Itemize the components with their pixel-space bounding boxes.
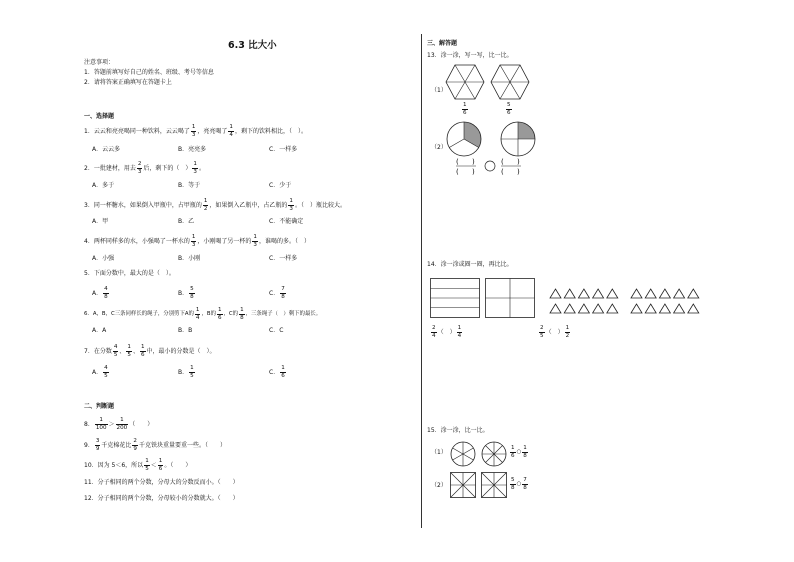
- fraction: $\frac{1}{4}$: [229, 124, 233, 138]
- triangle-shape[interactable]: [631, 304, 642, 313]
- question-text: 。（ ）瓶比较大。: [294, 201, 346, 209]
- part-label: （1）: [431, 449, 447, 456]
- svg-text:(: (: [501, 168, 504, 176]
- square-eighths-shape[interactable]: [450, 472, 476, 498]
- question-text: 6．A，B，C三条同样长的绳子，分别剪下A的: [84, 310, 194, 317]
- option-b[interactable]: B．等于: [178, 182, 201, 189]
- fraction: $\frac{2}{5}$: [540, 325, 544, 339]
- fraction: $\frac{2}{3}$: [137, 161, 142, 175]
- svg-text:): ): [472, 168, 475, 176]
- question-8: 8． $\frac{1}{100}$ ＞ $\frac{1}{200}$ （ ）: [84, 417, 154, 431]
- fraction: $\frac{5}{8}$: [511, 477, 515, 491]
- answer-blank[interactable]: ○: [516, 480, 522, 487]
- option-a[interactable]: A．甲: [92, 218, 109, 225]
- fraction: $\frac{1}{5}$: [190, 365, 194, 379]
- fraction: $\frac{1}{6}$: [511, 445, 515, 459]
- part-label: （2）: [431, 144, 447, 151]
- compare-row: [509, 478, 529, 491]
- option-b[interactable]: B．B: [178, 327, 193, 334]
- svg-text:): ): [517, 158, 520, 166]
- svg-text:(: (: [501, 158, 504, 166]
- option-a[interactable]: A．多于: [92, 182, 115, 189]
- hexagon-shape[interactable]: [490, 64, 530, 100]
- fraction: $\frac{1}{3}$: [191, 234, 196, 248]
- circle-eighths-shape[interactable]: [481, 441, 507, 467]
- fraction: $\frac{7}{8}$: [523, 477, 527, 491]
- question-7: 7．在分数 $\frac{4}{5}$ 、 $\frac{1}{5}$ 、 $\frac{1}{6}$ 中，最小的分数是（ ）。: [84, 344, 216, 358]
- fraction: $\frac{1}{8}$: [523, 445, 527, 459]
- question-text: 中，最小的分数是（ ）。: [146, 347, 216, 355]
- triangle-shape[interactable]: [659, 289, 670, 298]
- svg-text:): ): [472, 158, 475, 166]
- triangle-shape[interactable]: [631, 289, 642, 298]
- fraction: $\frac{2}{4}$: [432, 325, 436, 339]
- answer-blank[interactable]: 。（ ）: [164, 461, 192, 469]
- option-c[interactable]: C．一样多: [269, 255, 298, 262]
- circle-thirds-shape[interactable]: [446, 121, 482, 157]
- fraction: $\frac{1}{3}$: [193, 161, 197, 175]
- fraction: $\frac{7}{8}$: [281, 286, 285, 300]
- question-14: 14．涂一涂或圈一圈，再比比。: [427, 261, 513, 268]
- option-a[interactable]: A． $\frac{4}{5}$: [92, 365, 108, 379]
- compare-row: [430, 326, 463, 339]
- answer-blank[interactable]: 千克铁块重量要重一些。（ ）: [138, 441, 226, 449]
- fraction: $\frac{1}{8}$: [240, 307, 244, 321]
- section-heading: 三、解答题: [427, 40, 458, 47]
- question-text: 。: [198, 164, 205, 172]
- fraction: $\frac{1}{4}$: [195, 307, 200, 321]
- fraction: $\frac{1}{3}$: [289, 198, 293, 212]
- fraction: $\frac{4}{5}$: [104, 365, 108, 379]
- fraction-label: $\frac{1}{6}$: [463, 102, 467, 116]
- question-text: ，谁喝的多。（ ）: [258, 237, 310, 245]
- triangle-shape[interactable]: [659, 304, 670, 313]
- part-label: （2）: [431, 482, 447, 489]
- option-b[interactable]: B．小刚: [178, 255, 201, 262]
- fraction-label: $\frac{5}{6}$: [507, 102, 511, 116]
- question-3: [84, 199, 346, 212]
- notice-heading: 注意事项：: [84, 59, 115, 66]
- fraction: $\frac{1}{6}$: [217, 307, 222, 321]
- option-a[interactable]: A．A: [92, 327, 107, 334]
- svg-text:(: (: [456, 168, 459, 176]
- fraction: $\frac{1}{3}$: [253, 234, 257, 248]
- question-5: 5．下面分数中，最大的是（ ）。: [84, 270, 175, 277]
- option-a[interactable]: A．云云多: [92, 146, 121, 153]
- fraction-blank[interactable]: [500, 157, 522, 175]
- fraction: $\frac{1}{200}$: [116, 417, 128, 431]
- fraction-blank[interactable]: [455, 157, 477, 175]
- option-c[interactable]: C． $\frac{1}{6}$: [269, 365, 285, 379]
- question-text: 后，剩下的（ ）: [143, 164, 192, 172]
- question-text: ，剩下的饮料相比，（ ）。: [234, 127, 307, 135]
- column-divider: [421, 34, 422, 528]
- triangle-shape[interactable]: [550, 304, 561, 313]
- triangle-shape[interactable]: [578, 289, 589, 298]
- question-text: ，C的: [223, 310, 239, 317]
- option-b[interactable]: B．乙: [178, 218, 195, 225]
- triangle-shape[interactable]: [645, 304, 656, 313]
- fraction: $\frac{1}{100}$: [95, 417, 107, 431]
- question-text: 1．云云和亮亮喝同一种饮料，云云喝了: [84, 127, 190, 135]
- triangle-shape[interactable]: [607, 304, 618, 313]
- question-text: 7．在分数: [84, 347, 112, 355]
- notice-item: 1．答题前填写好自己的姓名、班级、考号等信息: [84, 69, 214, 76]
- hexagon-shape[interactable]: [445, 64, 485, 100]
- option-c[interactable]: C．不能确定: [269, 218, 304, 225]
- option-b[interactable]: B． $\frac{5}{8}$: [178, 286, 194, 300]
- section-heading: 二、判断题: [84, 403, 115, 410]
- triangle-shape[interactable]: [593, 304, 604, 313]
- question-6: [84, 308, 321, 321]
- circle-sixths-shape[interactable]: [450, 441, 476, 467]
- triangle-shape[interactable]: [550, 289, 561, 298]
- fraction: $\frac{1}{5}$: [127, 344, 131, 358]
- option-b[interactable]: B． $\frac{1}{5}$: [178, 365, 194, 379]
- question-text: ，三条绳子（ ）剩下的最长。: [245, 310, 322, 317]
- compare-row: [538, 326, 571, 339]
- comparison-circle[interactable]: [484, 160, 496, 172]
- rectangle-fourths-grid[interactable]: [485, 278, 535, 318]
- fraction: $\frac{5}{8}$: [190, 286, 194, 300]
- svg-text:): ): [517, 168, 520, 176]
- question-4: [84, 235, 310, 248]
- question-2: [84, 162, 205, 175]
- triangle-shape[interactable]: [688, 289, 699, 298]
- svg-text:(: (: [456, 158, 459, 166]
- option-b[interactable]: B．亮亮多: [178, 146, 207, 153]
- triangle-group[interactable]: [550, 289, 710, 319]
- part-label: （1）: [431, 87, 447, 94]
- question-1: [84, 125, 307, 138]
- fraction: $\frac{2}{9}$: [133, 438, 137, 452]
- question-9: 9． $\frac{3}{9}$ 千克棉花比 $\frac{2}{9}$ 千克铁块重量要重一些。（ ）: [84, 438, 226, 452]
- page-title: 6.3 比大小: [228, 40, 277, 51]
- notice-item: 2．请将答案正确填写在答题卡上: [84, 79, 172, 86]
- question-text: ，如果倒入乙瓶中，占乙瓶的: [209, 201, 288, 209]
- question-10: 10．因为 5＜6，所以 $\frac{1}{5}$ ＜ $\frac{1}{6}$ 。（ ）: [84, 458, 192, 472]
- question-15: 15．涂一涂，比一比。: [427, 427, 489, 434]
- compare-row: [509, 446, 529, 459]
- question-text: 4．两杯同样多的水，小强喝了一杯水的: [84, 237, 190, 245]
- fraction: $\frac{3}{9}$: [95, 438, 100, 452]
- triangle-shape[interactable]: [674, 304, 685, 313]
- triangle-shape[interactable]: [578, 304, 589, 313]
- answer-blank[interactable]: （ ）: [437, 328, 456, 336]
- triangle-shape[interactable]: [645, 289, 656, 298]
- fraction: $\frac{1}{6}$: [158, 458, 163, 472]
- fraction: $\frac{4}{8}$: [104, 286, 108, 300]
- fraction: $\frac{4}{5}$: [113, 344, 118, 358]
- triangle-shape[interactable]: [564, 289, 575, 298]
- triangle-shape[interactable]: [674, 289, 685, 298]
- option-c[interactable]: C．少于: [269, 182, 292, 189]
- fraction: $\frac{1}{4}$: [457, 325, 462, 339]
- circle-quarters-shape[interactable]: [500, 121, 536, 157]
- answer-blank[interactable]: （ ）: [545, 328, 564, 336]
- square-eighths-shape[interactable]: [481, 472, 507, 498]
- fraction: $\frac{1}{5}$: [145, 458, 149, 472]
- question-text: ，亮亮喝了: [197, 127, 228, 135]
- answer-blank[interactable]: （ ）: [129, 420, 154, 428]
- triangle-shape[interactable]: [564, 304, 575, 313]
- triangle-shape[interactable]: [607, 289, 618, 298]
- question-11: 11．分子相同的两个分数，分母大的分数反而小。（ ）: [84, 479, 239, 486]
- question-text: ，小刚喝了另一杯的: [197, 237, 252, 245]
- option-c[interactable]: C． $\frac{7}{8}$: [269, 286, 285, 300]
- question-text: ，B的: [201, 310, 216, 317]
- question-13: 13．涂一涂，写一写，比一比。: [427, 52, 513, 59]
- option-a[interactable]: A． $\frac{4}{8}$: [92, 286, 108, 300]
- fraction: $\frac{1}{2}$: [565, 325, 570, 339]
- question-12: 12．分子相同的两个分数，分母较小的分数就大。（ ）: [84, 495, 239, 502]
- question-text: 2．一批建材，用去: [84, 164, 136, 172]
- rectangle-fourths-rows[interactable]: [430, 278, 480, 318]
- triangle-shape[interactable]: [688, 304, 699, 313]
- answer-blank[interactable]: ○: [516, 448, 522, 455]
- section-heading: 一、选择题: [84, 113, 115, 120]
- fraction: $\frac{1}{6}$: [281, 365, 285, 379]
- option-c[interactable]: C．C: [269, 327, 284, 334]
- fraction: $\frac{1}{2}$: [203, 198, 208, 212]
- fraction: $\frac{1}{3}$: [191, 124, 196, 138]
- question-text: 3．同一杯糖水，如果倒入甲瓶中，占甲瓶的: [84, 201, 202, 209]
- option-c[interactable]: C．一样多: [269, 146, 298, 153]
- triangle-shape[interactable]: [593, 289, 604, 298]
- option-a[interactable]: A．小强: [92, 255, 115, 262]
- fraction: $\frac{1}{6}$: [140, 344, 145, 358]
